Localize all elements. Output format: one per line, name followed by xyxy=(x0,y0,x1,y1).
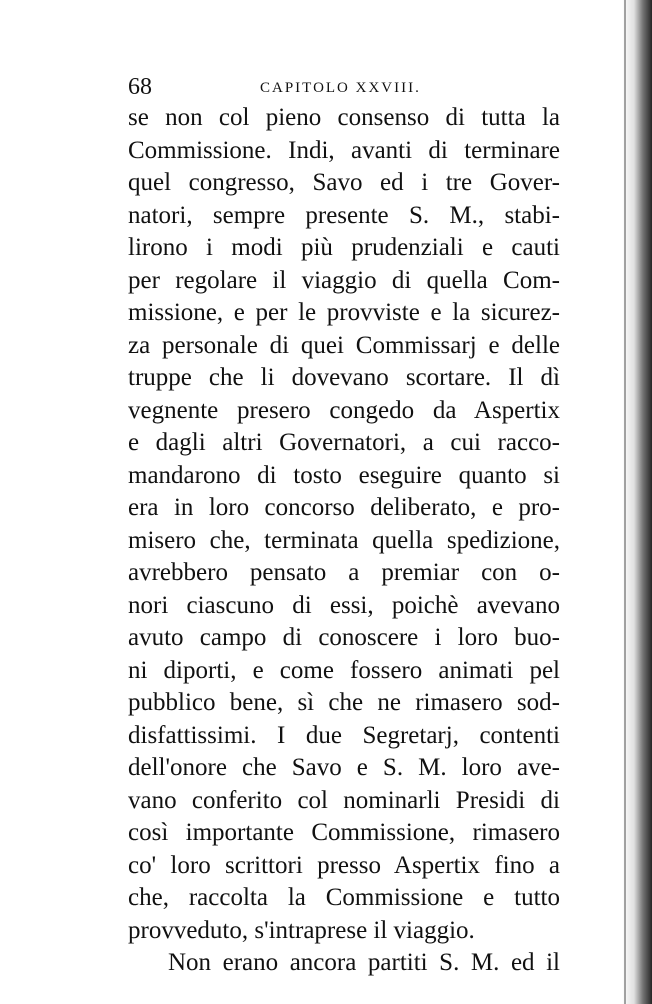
text-line: Commissione. Indi, avanti di terminare xyxy=(128,136,560,164)
text-line: avrebbero pensato a premiar con o- xyxy=(128,559,560,586)
book-page xyxy=(128,72,560,980)
text-line: mandarono di tosto eseguire quanto si xyxy=(128,461,560,489)
text-line: e dagli altri Governatori, a cui racco- xyxy=(128,429,560,456)
text-line: così importante Commissione, rimasero xyxy=(128,819,560,846)
page-edge-line xyxy=(624,0,626,1004)
text-line: lirono i modi più prudenziali e cauti xyxy=(128,234,560,261)
running-head xyxy=(128,72,560,102)
chapter-title: CAPITOLO XXVIII. xyxy=(260,80,421,96)
text-line: ni diporti, e come fossero animati pel xyxy=(128,656,560,684)
text-line: avuto campo di conoscere i loro buo- xyxy=(128,624,560,651)
text-line-paragraph-start: Non erano ancora partiti S. M. ed il xyxy=(168,949,560,976)
text-line: natori, sempre presente S. M., stabi- xyxy=(128,201,560,229)
text-line: co' loro scrittori presso Aspertix fino a xyxy=(128,851,560,879)
text-body xyxy=(128,102,560,980)
text-line: nori ciascuno di essi, poichè avevano xyxy=(128,591,560,619)
text-line: per regolare il viaggio di quella Com- xyxy=(128,266,560,294)
text-line: se non col pieno consenso di tutta la xyxy=(128,104,560,131)
text-line: misero che, terminata quella spedizione, xyxy=(128,526,560,554)
text-line-paragraph-end: provveduto, s'intraprese il viaggio. xyxy=(128,916,475,944)
text-line: che, raccolta la Commissione e tutto xyxy=(128,884,560,911)
text-line: missione, e per le provviste e la sicurez- xyxy=(128,299,560,326)
text-line: truppe che li dovevano scortare. Il dì xyxy=(128,364,560,391)
text-line: disfattissimi. I due Segretarj, contenti xyxy=(128,721,560,749)
text-line: pubblico bene, sì che ne rimasero sod- xyxy=(128,689,560,716)
text-line: vano conferito col nominarli Presidi di xyxy=(128,786,560,814)
page-number: 68 xyxy=(128,74,152,100)
page-edge-shadow xyxy=(622,0,652,1004)
text-line: vegnente presero congedo da Aspertix xyxy=(128,396,560,424)
text-line: za personale di quei Commissarj e delle xyxy=(128,331,560,359)
text-line: dell'onore che Savo e S. M. loro ave- xyxy=(128,754,560,781)
text-line: quel congresso, Savo ed i tre Gover- xyxy=(128,169,560,196)
text-line: era in loro concorso deliberato, e pro- xyxy=(128,494,560,521)
